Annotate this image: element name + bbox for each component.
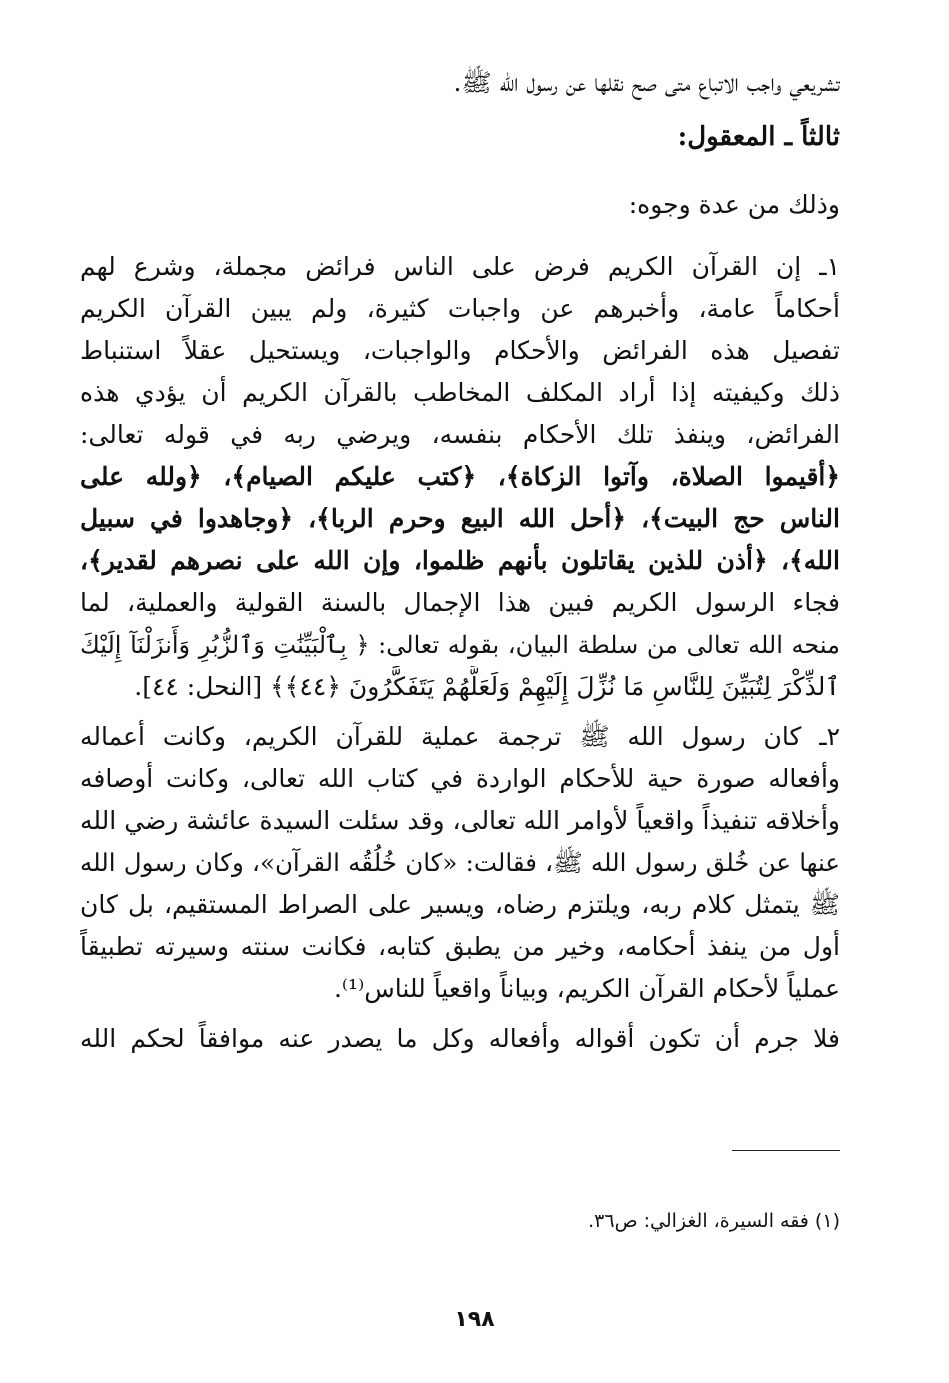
footnote-separator — [732, 1150, 840, 1151]
text-line: ﷺ يتمثل كلام ربه، ويلتزم رضاه، ويسير على الصراط المستقيم، بل كان — [80, 890, 840, 919]
text-line: تفصيل هذه الفرائض والأحكام والواجبات، ويستحيل عقلاً استنباط — [80, 336, 840, 365]
paragraph-3 — [80, 1018, 840, 1060]
text-line: فلا جرم أن تكون أقواله وأفعاله وكل ما يصدر عنه موافقاً لحكم الله — [80, 1024, 840, 1053]
text-line: عنها عن خُلق رسول الله ﷺ، فقالت: «كان خُلُقُه القرآن»، وكان رسول الله — [80, 848, 840, 877]
text-line: منحه الله تعالى من سلطة البيان، بقوله تعالى: ﴿ بِٱلْبَيِّنَٰتِ وَٱلزُّبُرِ وَأَنزَلْنَآ إِلَيْكَ — [80, 631, 840, 659]
text-line: وأفعاله صورة حية للأحكام الواردة في كتاب الله تعالى، وكانت أوصافه — [80, 764, 840, 793]
section-heading: ثالثاً ـ المعقول: — [677, 122, 840, 152]
page-number: ١٩٨ — [454, 1307, 495, 1332]
text-line: الله﴾، ﴿أذن للذين يقاتلون بأنهم ظلموا، وإن الله على نصرهم لقدير﴾، — [80, 546, 840, 575]
text-line: فجاء الرسول الكريم فبين هذا الإجمال بالسنة القولية والعملية، لما — [80, 588, 840, 617]
text-line: ﴿أقيموا الصلاة، وآتوا الزكاة﴾، ﴿كتب عليكم الصيام﴾، ﴿ولله على — [80, 462, 840, 491]
text-line: ٢ـ كان رسول الله ﷺ ترجمة عملية للقرآن الكريم، وكانت أعماله — [80, 722, 840, 751]
text-line: وأخلاقه تنفيذاً واقعياً لأوامر الله تعالى، وقد سئلت السيدة عائشة رضي الله — [80, 806, 840, 835]
text-line: ٱلذِّكْرَ لِتُبَيِّنَ لِلنَّاسِ مَا نُزِّلَ إِلَيْهِمْ وَلَعَلَّهُمْ يَتَفَكَّرُونَ ﴿٤٤﴾﴾ [النحل: ٤٤]. — [134, 672, 840, 701]
paragraph-2 — [80, 716, 840, 1010]
paragraph-1 — [80, 246, 840, 708]
text-line: الناس حج البيت﴾، ﴿أحل الله البيع وحرم الربا﴾، ﴿وجاهدوا في سبيل — [80, 504, 840, 533]
text-line: ذلك وكيفيته إذا أراد المكلف المخاطب بالقرآن الكريم أن يؤدي هذه — [80, 378, 840, 407]
text-line: أحكاماً عامة، وأخبرهم عن واجبات كثيرة، ولم يبين القرآن الكريم — [80, 294, 840, 323]
text-line: عملياً لأحكام القرآن الكريم، وبياناً واقعياً للناس⁽¹⁾. — [333, 974, 840, 1003]
text-line: ١ـ إن القرآن الكريم فرض على الناس فرائض مجملة، وشرع لهم — [80, 252, 840, 281]
text-line: أول من ينفذ أحكامه، وخير من يطبق كتابه، فكانت سنته وسيرته تطبيقاً — [80, 932, 840, 961]
text-line: تشريعي واجب الاتباع متى صح نقلها عن رسول الله ﷺ. — [453, 68, 840, 97]
text-line: الفرائض، وينفذ تلك الأحكام بنفسه، ويرضي ربه في قوله تعالى: — [80, 420, 840, 449]
page-body — [80, 62, 840, 1068]
footnote: (١) فقه السيرة، الغزالي: ص٣٦. — [588, 1210, 840, 1232]
intro-line: وذلك من عدة وجوه: — [628, 190, 840, 219]
